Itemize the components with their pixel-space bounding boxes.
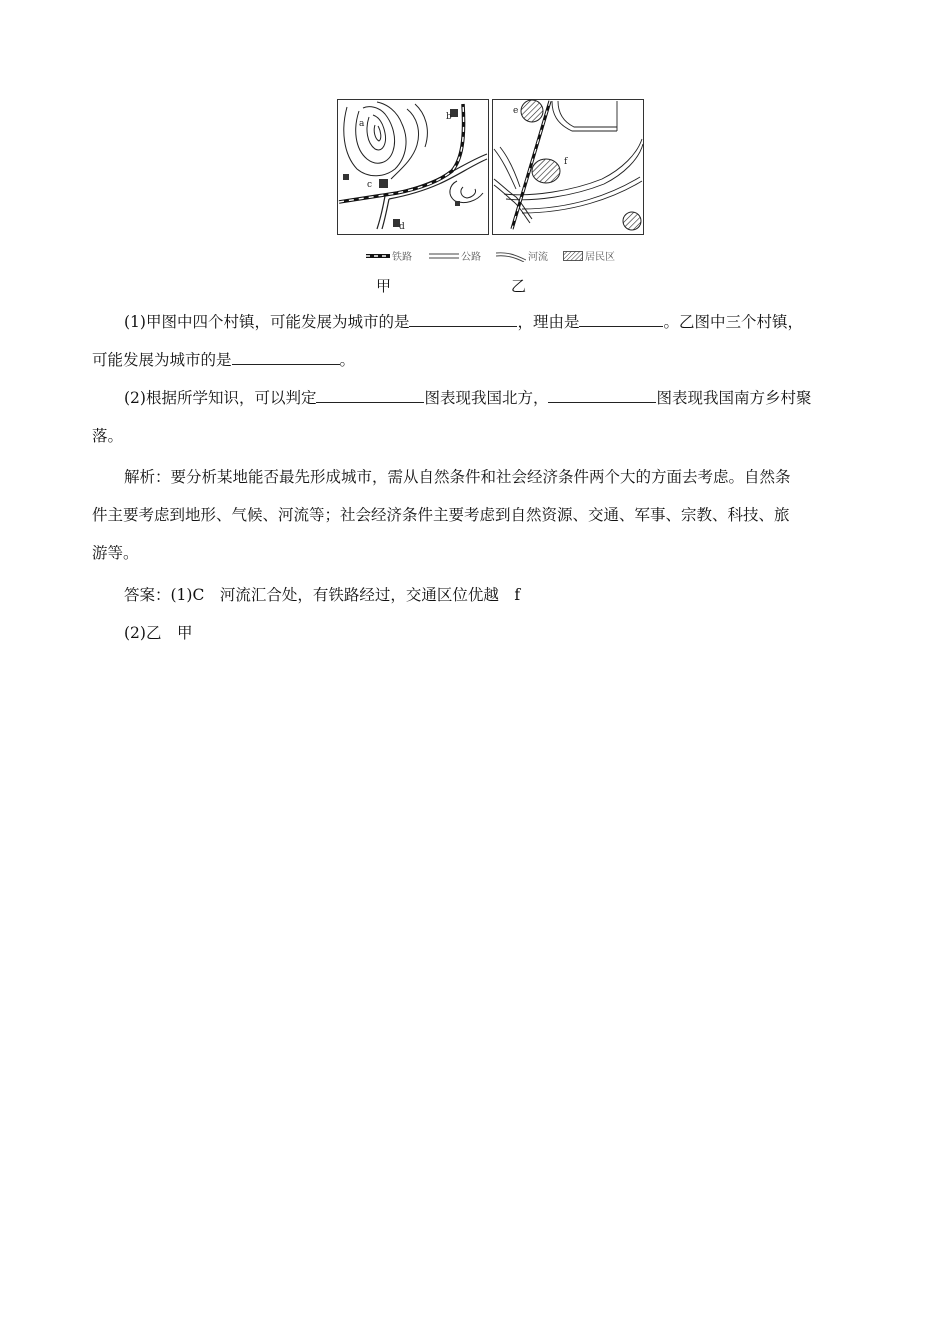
- settlement-label-d: d: [399, 222, 405, 232]
- highway-icon: [429, 252, 459, 260]
- map-jia-drawing: [337, 99, 489, 235]
- legend-item-river: [496, 248, 548, 263]
- answer: [92, 576, 862, 652]
- map-yi: [492, 99, 644, 235]
- question-2-text-a: (2)根据所学知识，可以判定: [124, 389, 317, 407]
- question-1-text-d: 可能发展为城市的是: [92, 351, 232, 369]
- answer-blank-4: [316, 386, 424, 403]
- settlement-label-b: b: [446, 112, 452, 122]
- question-1-text-b: ，理由是: [517, 313, 580, 331]
- question-1: [92, 303, 862, 379]
- answer-blank-5: [548, 386, 656, 403]
- question-1-line-1: [92, 303, 862, 341]
- question-2-line-1: [92, 379, 862, 417]
- legend-item-highway: [429, 248, 481, 263]
- question-1-text-c: 。乙图中三个村镇，: [663, 313, 803, 331]
- analysis: [92, 458, 862, 572]
- residential-area-icon: [563, 251, 583, 261]
- question-2: [92, 379, 862, 455]
- settlement-label-a: a: [359, 119, 365, 129]
- legend-label-residential: 居民区: [585, 252, 615, 263]
- settlement-label-e: e: [513, 106, 519, 116]
- settlement-label-f: f: [564, 157, 568, 167]
- legend-label-highway: 公路: [461, 252, 481, 263]
- railway-icon: [366, 252, 390, 260]
- answer-line-1: 答案：(1)C 河流汇合处，有铁路经过，交通区位优越 f: [124, 586, 521, 604]
- caption-yi: 乙: [511, 277, 527, 295]
- legend-item-railway: [366, 248, 412, 263]
- map-legend: [336, 248, 648, 264]
- map-jia: [337, 99, 489, 235]
- caption-jia: 甲: [376, 277, 392, 295]
- question-1-line-2: [92, 341, 862, 379]
- question-1-text-e: 。: [339, 351, 356, 369]
- question-1-text-a: (1)甲图中四个村镇，可能发展为城市的是: [124, 313, 410, 331]
- river-icon: [496, 250, 526, 262]
- answer-blank-2: [579, 310, 663, 327]
- question-2-text-c: 图表现我国南方乡村聚: [656, 389, 812, 407]
- question-2-text-b: 图表现我国北方，: [424, 389, 549, 407]
- analysis-line-2: 件主要考虑到地形、气候、河流等；社会经济条件主要考虑到自然资源、交通、军事、宗教、科技、旅: [92, 506, 790, 524]
- legend-item-residential: [563, 248, 615, 263]
- analysis-line-1: 解析：要分析某地能否最先形成城市，需从自然条件和社会经济条件两个大的方面去考虑。自然条: [124, 468, 791, 486]
- answer-line-2: (2)乙 甲: [124, 624, 193, 642]
- settlement-label-c: c: [367, 180, 373, 190]
- question-2-line-2: 落。: [92, 427, 124, 445]
- legend-label-railway: 铁路: [392, 252, 412, 263]
- answer-blank-1: [409, 310, 517, 327]
- legend-label-river: 河流: [528, 252, 548, 263]
- analysis-line-3: 游等。: [92, 544, 139, 562]
- answer-blank-3: [232, 348, 340, 365]
- map-figure: [336, 99, 648, 299]
- map-yi-drawing: [492, 99, 644, 235]
